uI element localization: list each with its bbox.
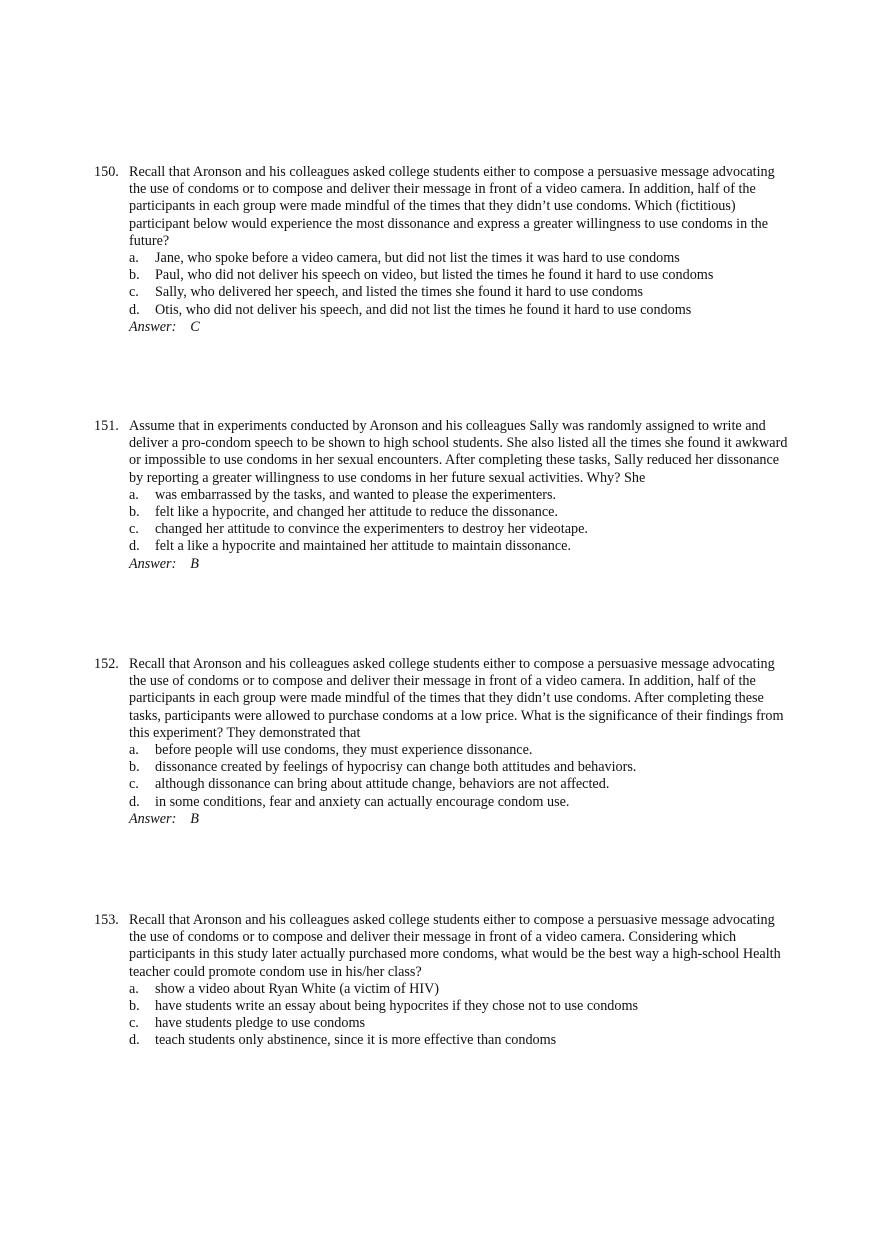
option-letter: c. bbox=[129, 521, 139, 538]
option-letter: d. bbox=[129, 301, 140, 318]
option-c bbox=[94, 284, 794, 301]
option-letter: a. bbox=[129, 486, 139, 503]
question-stem bbox=[94, 164, 794, 250]
option-letter: d. bbox=[129, 793, 140, 810]
question-151 bbox=[94, 418, 794, 573]
option-letter: b. bbox=[129, 998, 140, 1015]
option-text: although dissonance can bring about attitude change, behaviors are not affected. bbox=[155, 776, 610, 793]
option-letter: b. bbox=[129, 504, 140, 521]
option-d bbox=[94, 302, 794, 319]
answer-label: Answer: bbox=[129, 810, 177, 827]
option-text: Otis, who did not deliver his speech, and did not list the times he found it hard to use condoms bbox=[155, 301, 692, 318]
question-text: Recall that Aronson and his colleagues asked college students either to compose a persuasive message advocating the use of condoms or to compose and deliver their message in front of a video camera. In addition, half of the participants in each group were made mindful of the times that they didn’t use condoms. After completing these tasks, participants were allowed to purchase condoms at a low price. What is the significance of their findings from this experiment? They demonstrated that bbox=[129, 656, 784, 741]
question-stem bbox=[94, 912, 794, 981]
option-b bbox=[94, 267, 794, 284]
option-text: felt like a hypocrite, and changed her attitude to reduce the dissonance. bbox=[155, 504, 558, 521]
answer-value: C bbox=[190, 318, 200, 335]
answer-value: B bbox=[190, 555, 199, 572]
option-letter: d. bbox=[129, 538, 140, 555]
option-letter: c. bbox=[129, 1015, 139, 1032]
option-text: was embarrassed by the tasks, and wanted to please the experimenters. bbox=[155, 486, 557, 503]
question-150 bbox=[94, 164, 794, 336]
option-letter: a. bbox=[129, 250, 139, 267]
option-a bbox=[94, 250, 794, 267]
answer-line bbox=[94, 319, 794, 336]
answer-options bbox=[94, 981, 794, 1050]
option-text: have students write an essay about being hypocrites if they chose not to use condoms bbox=[155, 998, 639, 1015]
option-letter: b. bbox=[129, 759, 140, 776]
option-letter: d. bbox=[129, 1032, 140, 1049]
answer-value: B bbox=[190, 810, 199, 827]
question-stem bbox=[94, 656, 794, 742]
option-b bbox=[94, 759, 794, 776]
question-text: Recall that Aronson and his colleagues asked college students either to compose a persuasive message advocating the use of condoms or to compose and deliver their message in front of a video camera. In addition, half of the participants in each group were made mindful of the times that they didn’t use condoms. Which (fictitious) participant below would experience the most dissonance and express a greater willingness to use condoms in the future? bbox=[129, 164, 775, 249]
option-letter: a. bbox=[129, 742, 139, 759]
option-a bbox=[94, 981, 794, 998]
answer-options bbox=[94, 742, 794, 811]
option-letter: c. bbox=[129, 776, 139, 793]
option-d bbox=[94, 1032, 794, 1049]
option-text: in some conditions, fear and anxiety can actually encourage condom use. bbox=[155, 793, 570, 810]
question-number: 151. bbox=[94, 418, 119, 434]
question-number: 153. bbox=[94, 912, 119, 928]
option-text: dissonance created by feelings of hypocrisy can change both attitudes and behaviors. bbox=[155, 759, 637, 776]
option-a bbox=[94, 487, 794, 504]
option-d bbox=[94, 794, 794, 811]
option-b bbox=[94, 504, 794, 521]
question-stem bbox=[94, 418, 794, 487]
option-letter: c. bbox=[129, 284, 139, 301]
question-text: Assume that in experiments conducted by Aronson and his colleagues Sally was randomly assigned to write and deliver a pro-condom speech to be shown to high school students. She also listed all the times she found it awkward or impossible to use condoms in her sexual encounters. After completing these tasks, Sally reduced her dissonance by reporting a greater willingness to use condoms in her future sexual activities. Why? She bbox=[129, 418, 788, 486]
option-text: Paul, who did not deliver his speech on video, but listed the times he found it hard to use condoms bbox=[155, 267, 714, 284]
option-c bbox=[94, 521, 794, 538]
answer-options bbox=[94, 487, 794, 556]
option-text: have students pledge to use condoms bbox=[155, 1015, 366, 1032]
answer-label: Answer: bbox=[129, 555, 177, 572]
answer-options bbox=[94, 250, 794, 319]
option-b bbox=[94, 998, 794, 1015]
option-text: Jane, who spoke before a video camera, but did not list the times it was hard to use condoms bbox=[155, 250, 680, 267]
option-letter: b. bbox=[129, 267, 140, 284]
option-d bbox=[94, 538, 794, 555]
option-text: changed her attitude to convince the experimenters to destroy her videotape. bbox=[155, 521, 588, 538]
question-number: 150. bbox=[94, 164, 119, 180]
question-152 bbox=[94, 656, 794, 828]
option-text: Sally, who delivered her speech, and listed the times she found it hard to use condoms bbox=[155, 284, 644, 301]
question-number: 152. bbox=[94, 656, 119, 672]
option-c bbox=[94, 1015, 794, 1032]
option-c bbox=[94, 776, 794, 793]
question-text: Recall that Aronson and his colleagues asked college students either to compose a persuasive message advocating the use of condoms or to compose and deliver their message in front of a video camera. Considering which participants in this study later actually purchased more condoms, what would be the best way a high-school Health teacher could promote condom use in his/her class? bbox=[129, 912, 781, 980]
answer-line bbox=[94, 811, 794, 828]
answer-label: Answer: bbox=[129, 318, 177, 335]
option-text: show a video about Ryan White (a victim of HIV) bbox=[155, 980, 440, 997]
option-letter: a. bbox=[129, 980, 139, 997]
option-text: before people will use condoms, they must experience dissonance. bbox=[155, 742, 533, 759]
option-text: felt a like a hypocrite and maintained her attitude to maintain dissonance. bbox=[155, 538, 572, 555]
option-a bbox=[94, 742, 794, 759]
option-text: teach students only abstinence, since it is more effective than condoms bbox=[155, 1032, 557, 1049]
answer-line bbox=[94, 556, 794, 573]
question-153 bbox=[94, 912, 794, 1050]
